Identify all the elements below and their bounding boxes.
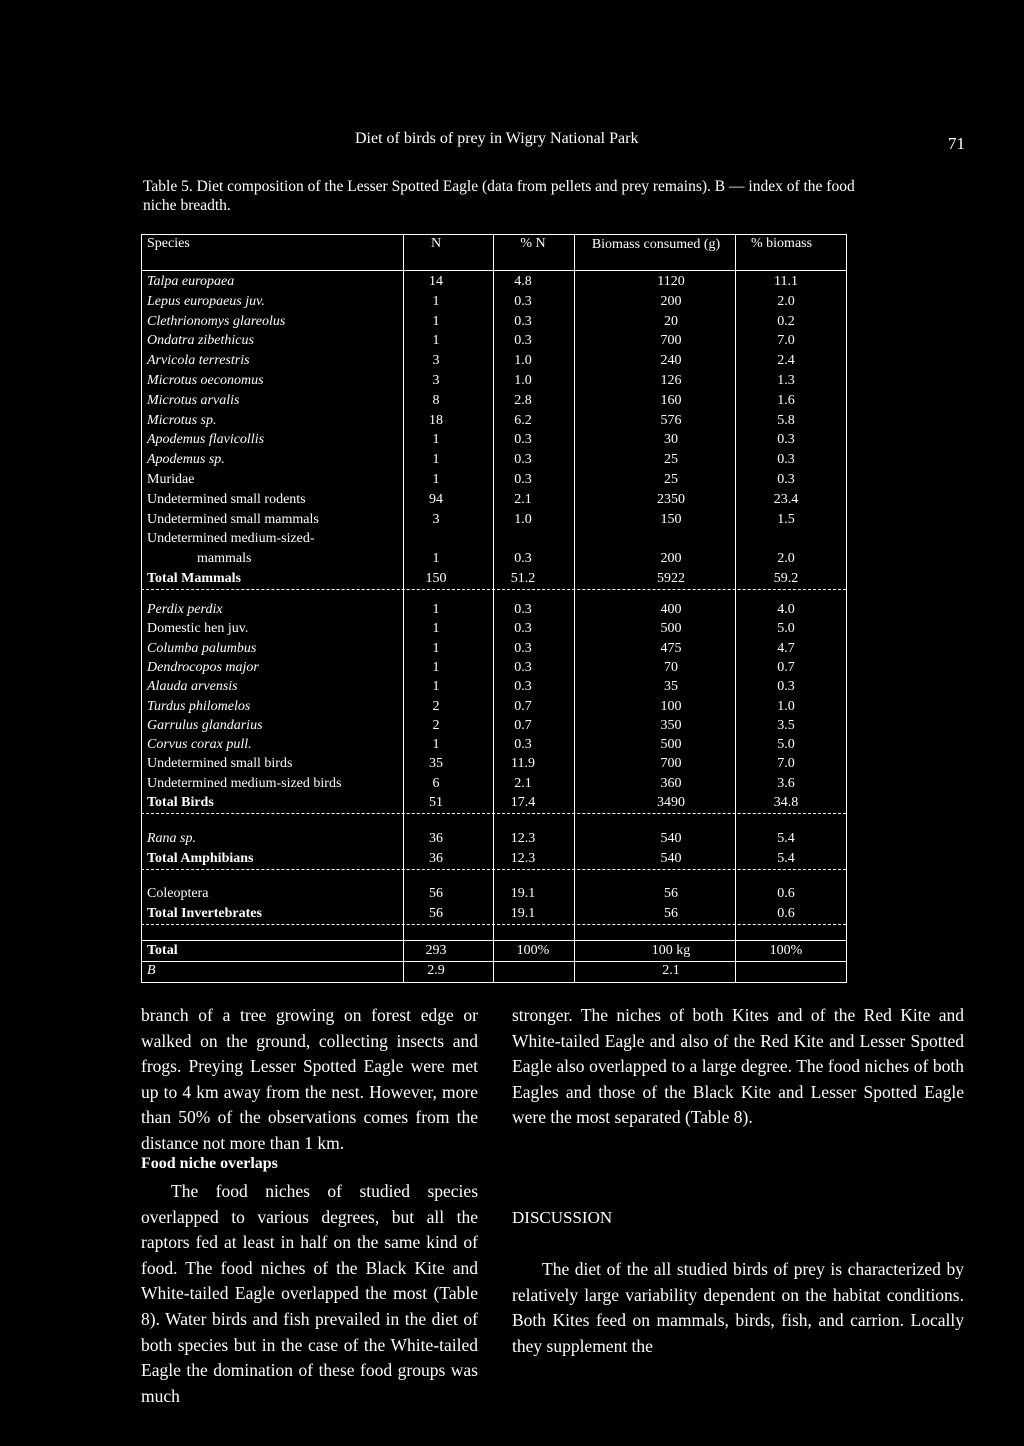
biomass-cell: 700 xyxy=(660,333,682,349)
total-n: 36 xyxy=(429,850,443,866)
species-cell: Corvus corax pull. xyxy=(147,737,252,753)
right-paragraph-2: The diet of the all studied birds of prey is characterized by relatively large variability dependent on the habitat conditions. Both Kites feed on mammals, birds, fish, and carrion. Locally they supplement the xyxy=(512,1259,964,1356)
species-cell: Microtus sp. xyxy=(147,412,217,428)
total-biomass: 540 xyxy=(660,850,682,866)
total-n: 56 xyxy=(429,905,443,921)
n-cell: 56 xyxy=(429,886,443,901)
table-left-border xyxy=(141,234,142,983)
percent-biomass-cell: 5.4 xyxy=(777,831,795,846)
b-row-top-rule xyxy=(141,961,846,962)
species-cell: Domestic hen juv. xyxy=(147,621,249,637)
n-cell: 36 xyxy=(429,831,443,846)
species-cell: Dendrocopos major xyxy=(147,659,259,675)
total-percent-n: 19.1 xyxy=(510,905,536,921)
n-cell: 8 xyxy=(432,392,440,408)
total-top-rule xyxy=(141,940,846,941)
percent-n-cell: 4.8 xyxy=(514,274,532,289)
biomass-cell: 100 xyxy=(660,698,682,714)
biomass-cell: 56 xyxy=(664,886,678,901)
diet-table xyxy=(141,234,846,983)
biomass-cell: 500 xyxy=(660,737,682,753)
group-dashed-rule xyxy=(141,589,846,590)
total-label: Total Amphibians xyxy=(147,850,254,866)
percent-biomass-cell: 0.2 xyxy=(777,313,795,329)
total-percent-n: 51.2 xyxy=(510,571,536,586)
n-cell: 2 xyxy=(432,717,440,733)
biomass-cell: 200 xyxy=(660,293,682,309)
grand-total-percent-n: 100% xyxy=(516,943,550,958)
species-cell: Clethrionomys glareolus xyxy=(147,313,286,329)
section-heading-discussion: DISCUSSION xyxy=(512,1208,613,1227)
biomass-cell: 126 xyxy=(660,373,682,388)
n-cell: 3 xyxy=(432,511,440,527)
percent-n-cell: 0.3 xyxy=(514,679,532,695)
biomass-cell: 240 xyxy=(660,353,682,369)
running-head: Diet of birds of prey in Wigry National Park xyxy=(355,130,639,147)
biomass-cell: 500 xyxy=(660,621,682,637)
n-cell: 1 xyxy=(432,602,440,617)
species-cell: Perdix perdix xyxy=(147,602,223,617)
n-cell: 1 xyxy=(432,472,440,487)
species-cell: Undetermined small rodents xyxy=(147,491,306,507)
biomass-cell: 540 xyxy=(660,831,682,846)
total-percent-n: 12.3 xyxy=(510,850,536,866)
n-cell: 18 xyxy=(429,412,443,428)
percent-biomass-cell: 0.3 xyxy=(777,452,795,468)
biomass-cell: 475 xyxy=(660,640,682,656)
species-cell: Muridae xyxy=(147,472,195,487)
section-heading-food-niche: Food niche overlaps xyxy=(141,1155,278,1172)
percent-n-cell: 0.3 xyxy=(514,472,532,487)
species-cell: Garrulus glandarius xyxy=(147,717,263,733)
percent-biomass-cell: 3.6 xyxy=(777,775,795,791)
percent-biomass-cell: 0.3 xyxy=(777,679,795,695)
species-cell: Alauda arvensis xyxy=(147,679,238,695)
total-percent-biomass: 59.2 xyxy=(773,571,799,586)
biomass-cell: 1120 xyxy=(657,274,685,289)
species-cell: Microtus oeconomus xyxy=(147,373,264,388)
percent-biomass-cell: 0.7 xyxy=(777,659,795,675)
percent-n-cell: 12.3 xyxy=(510,831,536,846)
percent-n-cell: 0.3 xyxy=(514,621,532,637)
species-cell: Apodemus flavicollis xyxy=(147,432,265,448)
biomass-cell: 200 xyxy=(660,551,682,567)
biomass-cell: 360 xyxy=(660,775,682,791)
total-percent-biomass: 34.8 xyxy=(773,795,799,810)
percent-biomass-cell: 4.7 xyxy=(777,640,795,656)
percent-n-cell: 0.3 xyxy=(514,551,532,567)
total-label: Total Invertebrates xyxy=(147,905,262,921)
percent-biomass-cell: 7.0 xyxy=(777,333,795,349)
total-percent-n: 17.4 xyxy=(510,795,536,810)
biomass-cell: 576 xyxy=(660,412,682,428)
percent-n-cell: 0.3 xyxy=(514,737,532,753)
percent-n-cell: 11.9 xyxy=(511,756,535,772)
species-cell: Coleoptera xyxy=(147,886,209,901)
n-cell: 1 xyxy=(432,551,440,567)
species-cell: mammals xyxy=(197,551,252,567)
header-percent-n: % N xyxy=(520,236,546,251)
percent-biomass-cell: 5.0 xyxy=(777,737,795,753)
column-divider xyxy=(403,234,404,983)
percent-n-cell: 0.3 xyxy=(514,313,532,329)
grand-total-label: Total xyxy=(147,943,178,958)
table-caption: Table 5. Diet composition of the Lesser Spotted Eagle (data from pellets and prey remains). B — index of the food niche breadth. xyxy=(143,178,855,214)
n-cell: 1 xyxy=(432,621,440,637)
column-divider xyxy=(574,234,575,983)
percent-n-cell: 1.0 xyxy=(514,353,532,369)
biomass-cell: 35 xyxy=(664,679,678,695)
n-cell: 3 xyxy=(432,373,440,388)
percent-n-cell: 1.0 xyxy=(514,511,532,527)
left-column-2 xyxy=(141,1179,478,1409)
table-bottom-rule xyxy=(141,982,846,983)
total-biomass: 56 xyxy=(664,905,678,921)
biomass-cell: 30 xyxy=(664,432,678,448)
percent-biomass-cell: 3.5 xyxy=(777,717,795,733)
biomass-cell: 25 xyxy=(664,472,678,487)
percent-n-cell: 0.7 xyxy=(514,717,532,733)
species-cell: Columba palumbus xyxy=(147,640,257,656)
biomass-cell: 700 xyxy=(660,756,682,772)
percent-n-cell: 0.3 xyxy=(514,640,532,656)
n-cell: 6 xyxy=(432,775,440,791)
b-index-label: B xyxy=(147,963,156,978)
percent-biomass-cell: 7.0 xyxy=(777,756,795,772)
header-rule xyxy=(141,270,846,271)
species-cell: Rana sp. xyxy=(147,831,196,846)
percent-biomass-cell: 2.0 xyxy=(777,551,795,567)
percent-biomass-cell: 1.5 xyxy=(777,511,795,527)
percent-n-cell: 0.3 xyxy=(514,293,532,309)
species-cell: Microtus arvalis xyxy=(147,392,240,408)
percent-n-cell: 0.7 xyxy=(514,698,532,714)
total-percent-biomass: 5.4 xyxy=(777,850,795,866)
n-cell: 14 xyxy=(429,274,443,289)
grand-total-percent-biomass: 100% xyxy=(769,943,803,958)
right-column xyxy=(512,1003,964,1131)
group-dashed-rule xyxy=(141,813,846,814)
species-cell: Ondatra zibethicus xyxy=(147,333,254,349)
species-cell: Turdus philomelos xyxy=(147,698,251,714)
percent-n-cell: 0.3 xyxy=(514,432,532,448)
percent-n-cell: 1.0 xyxy=(514,373,532,388)
table-right-border xyxy=(846,234,847,983)
percent-n-cell: 0.3 xyxy=(514,659,532,675)
total-percent-biomass: 0.6 xyxy=(777,905,795,921)
percent-biomass-cell: 1.0 xyxy=(777,698,795,714)
percent-biomass-cell: 5.8 xyxy=(777,412,795,428)
left-paragraph-1: branch of a tree growing on forest edge or walked on the ground, collecting insects and frogs. Preying Lesser Spotted Eagle were met up to 4 km away from the nest. However, more than 50% of the observations comes from the distance not more than 1 km. xyxy=(141,1005,478,1153)
biomass-cell: 25 xyxy=(664,452,678,468)
species-cell: Talpa europaea xyxy=(147,274,235,289)
biomass-cell: 400 xyxy=(660,602,682,617)
percent-biomass-cell: 1.6 xyxy=(777,392,795,408)
biomass-cell: 20 xyxy=(664,313,678,329)
right-paragraph-1: stronger. The niches of both Kites and of the Red Kite and White-tailed Eagle and also of the Red Kite and Lesser Spotted Eagle also overlapped to a large degree. The food niches of both Eagles and those of the Black Kite and Lesser Spotted Eagle were the most separated (Table 8). xyxy=(512,1005,964,1128)
total-biomass: 5922 xyxy=(657,571,685,586)
group-dashed-rule xyxy=(141,869,846,870)
percent-biomass-cell: 1.3 xyxy=(777,373,795,388)
percent-biomass-cell: 0.3 xyxy=(777,472,795,487)
biomass-cell: 150 xyxy=(660,511,682,527)
percent-n-cell: 0.3 xyxy=(514,452,532,468)
b-index-biomass: 2.1 xyxy=(662,963,680,978)
total-biomass: 3490 xyxy=(657,795,685,810)
header-n: N xyxy=(430,236,442,251)
species-cell: Undetermined medium-sized birds xyxy=(147,775,342,791)
percent-biomass-cell: 2.4 xyxy=(777,353,795,369)
total-label: Total Birds xyxy=(147,795,214,810)
n-cell: 94 xyxy=(429,491,443,507)
species-cell: Arvicola terrestris xyxy=(147,353,250,369)
percent-biomass-cell: 4.0 xyxy=(777,602,795,617)
biomass-cell: 2350 xyxy=(657,491,685,507)
biomass-cell: 70 xyxy=(664,659,678,675)
biomass-cell: 160 xyxy=(660,392,682,408)
percent-n-cell: 2.8 xyxy=(514,392,532,408)
percent-n-cell: 19.1 xyxy=(510,886,536,901)
percent-n-cell: 2.1 xyxy=(514,775,532,791)
n-cell: 1 xyxy=(432,313,440,329)
left-paragraph-2: The food niches of studied species overlapped to various degrees, but all the raptors fed at least in half on the same kind of food. The food niches of the Black Kite and White-tailed Eagle overlapped the most (Table 8). Water birds and fish prevailed in the diet of both species but in the case of the White-tailed Eagle the domination of these food groups was much xyxy=(141,1181,478,1406)
header-biomass: Biomass consumed (g) xyxy=(591,237,721,252)
n-cell: 1 xyxy=(432,659,440,675)
page-number: 71 xyxy=(948,134,965,153)
n-cell: 3 xyxy=(432,353,440,369)
n-cell: 1 xyxy=(432,679,440,695)
species-cell: Undetermined small birds xyxy=(147,756,293,772)
percent-biomass-cell: 23.4 xyxy=(773,491,799,507)
grand-total-biomass: 100 kg xyxy=(651,943,691,958)
percent-biomass-cell: 2.0 xyxy=(777,293,795,309)
column-divider xyxy=(735,234,736,983)
group-dashed-rule xyxy=(141,924,846,925)
percent-biomass-cell: 0.6 xyxy=(777,886,795,901)
biomass-cell: 350 xyxy=(660,717,682,733)
n-cell: 35 xyxy=(429,756,443,772)
n-cell: 1 xyxy=(432,452,440,468)
total-label: Total Mammals xyxy=(147,571,241,586)
percent-n-cell: 6.2 xyxy=(514,412,532,428)
percent-n-cell: 2.1 xyxy=(514,491,532,507)
n-cell: 1 xyxy=(432,333,440,349)
left-column xyxy=(141,1003,478,1157)
percent-biomass-cell: 11.1 xyxy=(774,274,798,289)
species-cell: Undetermined medium-sized- xyxy=(147,531,315,547)
header-percent-biomass: % biomass xyxy=(751,236,813,251)
percent-biomass-cell: 0.3 xyxy=(777,432,795,448)
b-index-n: 2.9 xyxy=(427,963,445,978)
n-cell: 2 xyxy=(432,698,440,714)
right-column-2 xyxy=(512,1257,964,1359)
species-cell: Apodemus sp. xyxy=(147,452,225,468)
total-n: 150 xyxy=(425,571,447,586)
total-n: 51 xyxy=(429,795,443,810)
n-cell: 1 xyxy=(432,640,440,656)
percent-n-cell: 0.3 xyxy=(514,333,532,349)
grand-total-n: 293 xyxy=(425,943,447,958)
header-species: Species xyxy=(147,236,190,251)
percent-n-cell: 0.3 xyxy=(514,602,532,617)
percent-biomass-cell: 5.0 xyxy=(777,621,795,637)
species-cell: Lepus europaeus juv. xyxy=(147,293,265,309)
n-cell: 1 xyxy=(432,737,440,753)
n-cell: 1 xyxy=(432,293,440,309)
n-cell: 1 xyxy=(432,432,440,448)
species-cell: Undetermined small mammals xyxy=(147,511,319,527)
